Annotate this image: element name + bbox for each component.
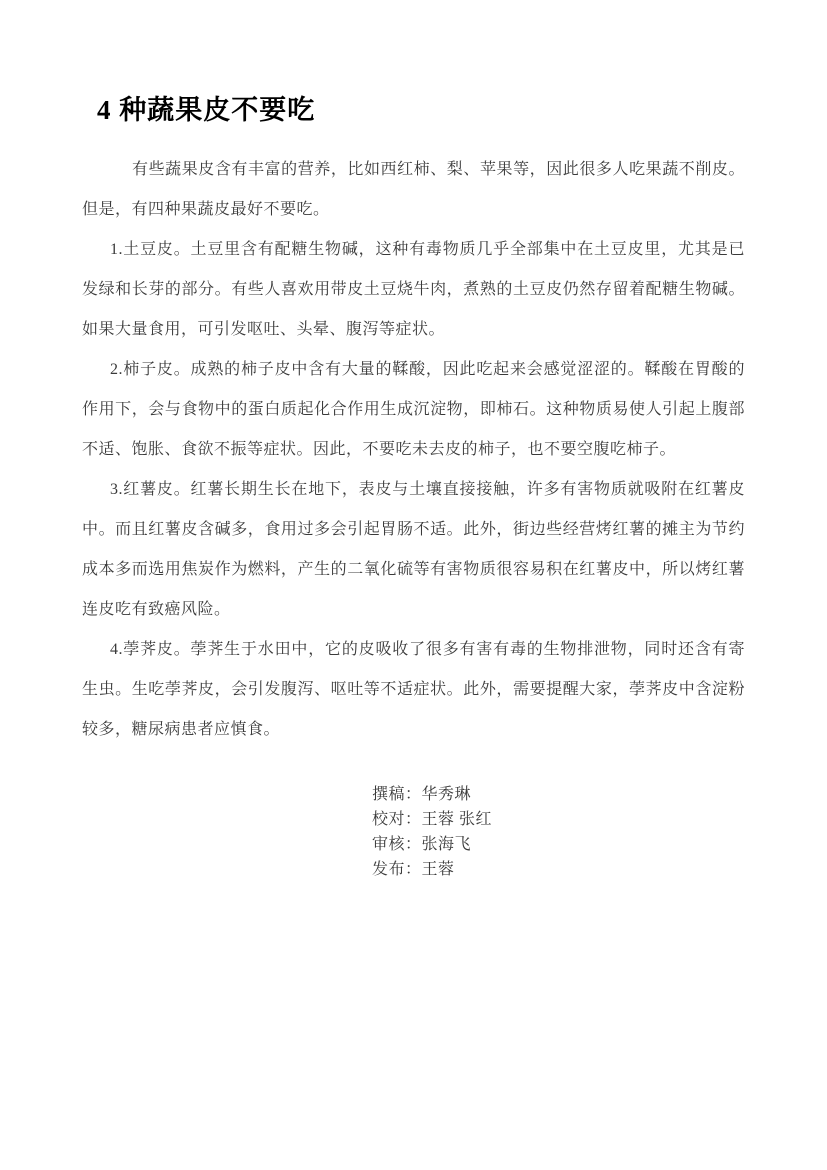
credit-line-publish: 发布：王蓉 (372, 861, 455, 878)
paragraph-intro: 有些蔬果皮含有丰富的营养，比如西红柿、梨、苹果等，因此很多人吃果蔬不削皮。但是，有四种果蔬皮最好不要吃。 (82, 161, 745, 218)
paragraph-persimmon-peel: 2.柿子皮。成熟的柿子皮中含有大量的鞣酸，因此吃起来会感觉涩涩的。鞣酸在胃酸的作用下，会与食物中的蛋白质起化合作用生成沉淀物，即柿石。这种物质易使人引起上腹部不适、饱胀、食欲不振等症状。因此，不要吃未去皮的柿子，也不要空腹吃柿子。 (82, 361, 745, 458)
paragraph-sweet-potato-peel: 3.红薯皮。红薯长期生长在地下，表皮与土壤直接接触，许多有害物质就吸附在红薯皮中。而且红薯皮含碱多，食用过多会引起胃肠不适。此外，街边些经营烤红薯的摊主为节约成本多而选用焦炭作为燃料，产生的二氧化硫等有害物质很容易积在红薯皮中，所以烤红薯连皮吃有致癌风险。 (82, 481, 745, 618)
paragraph-potato-peel: 1.土豆皮。土豆里含有配糖生物碱，这种有毒物质几乎全部集中在土豆皮里，尤其是已发绿和长芽的部分。有些人喜欢用带皮土豆烧牛肉，煮熟的土豆皮仍然存留着配糖生物碱。如果大量食用，可引发呕吐、头晕、腹泻等症状。 (82, 241, 745, 338)
credit-line-review: 审核：张海飞 (372, 836, 472, 853)
credit-line-proofread: 校对：王蓉 张红 (372, 811, 493, 828)
credit-line-author: 撰稿：华秀琳 (372, 786, 472, 803)
paragraph-water-chestnut-peel: 4.荸荠皮。荸荠生于水田中，它的皮吸收了很多有害有毒的生物排泄物，同时还含有寄生虫。生吃荸荠皮，会引发腹泻、呕吐等不适症状。此外，需要提醒大家，荸荠皮中含淀粉较多，糖尿病患者应慎食。 (82, 641, 745, 738)
document-title: 4 种蔬果皮不要吃 (97, 95, 316, 125)
document-body (82, 150, 745, 750)
credits-block (372, 782, 745, 882)
